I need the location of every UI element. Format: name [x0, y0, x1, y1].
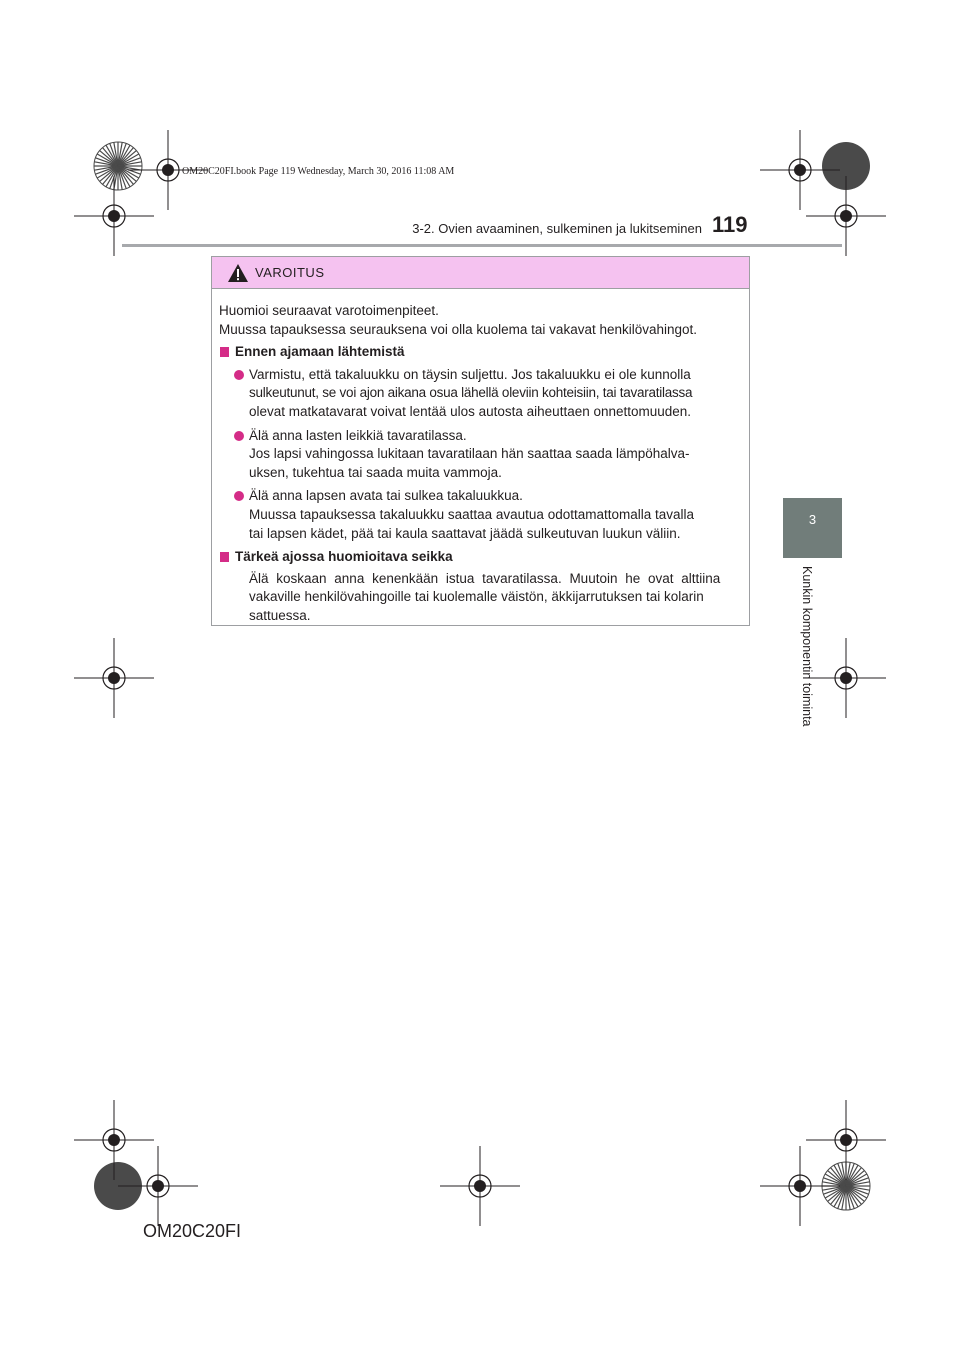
chapter-title-vertical: Kunkin komponentin toiminta	[800, 566, 814, 727]
item-line: sulkeutunut, se voi ajon aikana osua lähellä oleviin kohteisiin, tai tavaratilassa	[249, 385, 693, 401]
chapter-tab	[783, 498, 842, 558]
warning-header	[212, 257, 749, 289]
square-bullet-icon	[220, 347, 229, 357]
item-line: tai lapsen kädet, pää tai kaula saattavat jäädä sulkeutuvan luukun väliin.	[249, 525, 681, 541]
section-heading-before-driving	[219, 343, 742, 362]
item-line: uksen, tukehtua tai saada muita vammoja.	[249, 464, 502, 480]
crosshair-mark	[74, 638, 154, 718]
header-rule	[122, 244, 842, 247]
item-line: Älä anna lapsen avata tai sulkea takaluukkua.	[249, 488, 523, 504]
intro-line: Huomioi seuraavat varotoimenpiteet.	[219, 303, 439, 318]
warning-triangle-icon	[227, 263, 249, 283]
list-item	[219, 366, 742, 422]
text-line: vakaville henkilövahingoille tai kuolemalle väistön, äkkijarrutuksen tai kolarin	[249, 589, 704, 605]
list-item	[219, 427, 742, 483]
warning-box	[211, 256, 750, 626]
item-line: Varmistu, että takaluukku on täysin suljettu. Jos takaluukku ei ole kunnolla	[249, 366, 691, 382]
crosshair-mark	[440, 1146, 520, 1226]
crosshair-mark	[118, 1146, 198, 1226]
warning-title: VAROITUS	[255, 265, 325, 280]
section-title: 3-2. Ovien avaaminen, sulkeminen ja lukitseminen	[412, 221, 702, 236]
item-line: Älä anna lasten leikkiä tavaratilassa.	[249, 427, 467, 443]
section-text	[219, 570, 742, 626]
item-line: olevat matkatavarat voivat lentää ulos autosta aiheuttaen onnettomuuden.	[249, 403, 692, 419]
round-bullet-icon	[234, 491, 244, 501]
warning-intro	[219, 302, 742, 339]
section-heading-important-while-driving	[219, 548, 742, 567]
warning-body	[212, 289, 749, 626]
heading-text: Tärkeä ajossa huomioitava seikka	[235, 549, 453, 565]
page-number: 119	[712, 212, 748, 237]
chapter-number: 3	[808, 512, 817, 527]
square-bullet-icon	[220, 552, 229, 562]
crosshair-mark	[760, 1146, 840, 1226]
item-line: Jos lapsi vahingossa lukitaan tavaratilaan hän saattaa saada lämpöhalva-	[249, 446, 690, 462]
heading-text: Ennen ajamaan lähtemistä	[235, 344, 405, 360]
item-line: Muussa tapauksessa takaluukku saattaa avautua odottamattomalla tavalla	[249, 506, 695, 522]
text-line: Älä koskaan anna kenenkään istua tavaratilassa. Muutoin he ovat alttiina	[249, 570, 721, 586]
intro-line: Muussa tapauksessa seurauksena voi olla kuolema tai vakavat henkilövahingot.	[219, 321, 698, 337]
book-file-info: OM20C20FI.book Page 119 Wednesday, March 30, 2016 11:08 AM	[182, 166, 455, 177]
list-item	[219, 487, 742, 543]
text-line: sattuessa.	[249, 607, 311, 623]
round-bullet-icon	[234, 431, 244, 441]
footer-manual-code: OM20C20FI	[143, 1221, 242, 1241]
round-bullet-icon	[234, 370, 244, 380]
crosshair-mark	[806, 638, 886, 718]
